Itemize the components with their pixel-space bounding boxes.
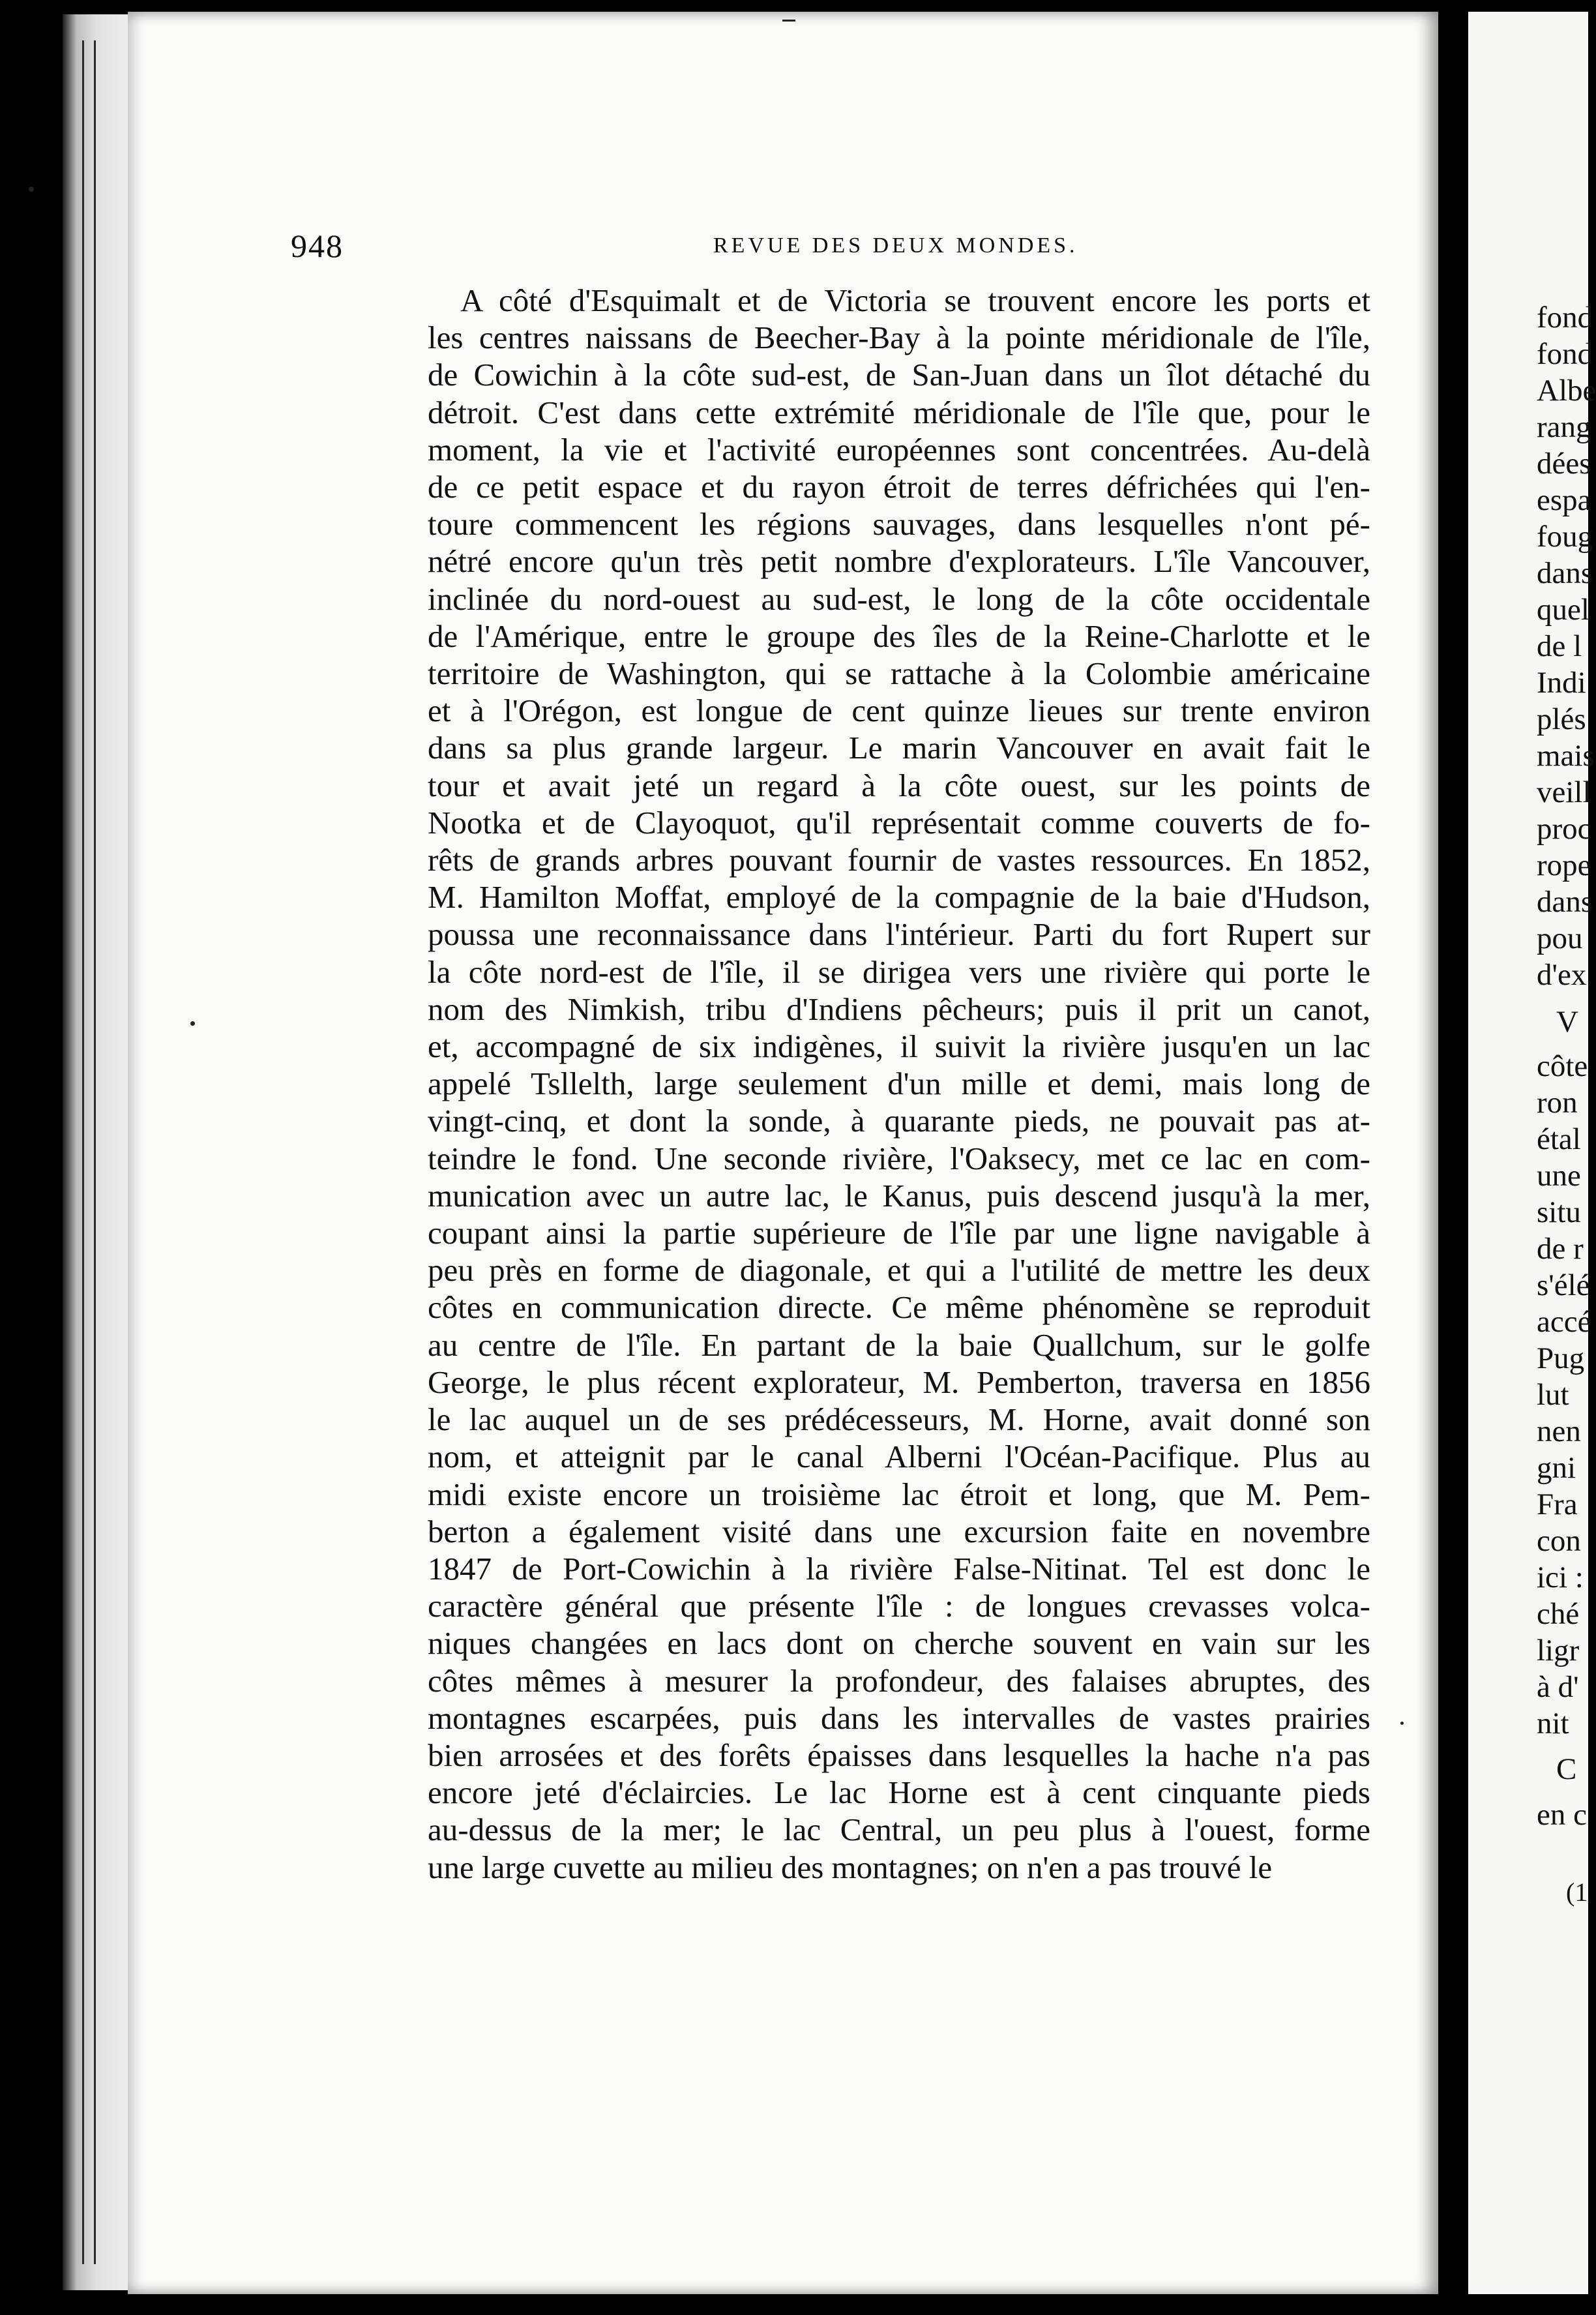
- text-line: de l'Amérique, entre le groupe des îles de la Reine-Charlotte et le: [428, 618, 1370, 654]
- adjacent-page-fragment: C: [1556, 1752, 1577, 1786]
- adjacent-page-fragment: rang: [1537, 410, 1591, 444]
- text-line: M. Hamilton Moffat, employé de la compagnie de la baie d'Hudson,: [428, 879, 1370, 916]
- text-line: les centres naissans de Beecher-Bay à la pointe méridionale de l'île,: [428, 320, 1370, 356]
- adjacent-page-fragment: fond: [1537, 337, 1593, 371]
- text-line: toure commencent les régions sauvages, dans lesquelles n'ont pé-: [428, 506, 1370, 543]
- text-line: la côte nord-est de l'île, il se dirigea vers une rivière qui porte le: [428, 953, 1370, 990]
- text-line: midi existe encore un troisième lac étroit et long, que M. Pem-: [428, 1476, 1370, 1512]
- adjacent-page-fragment: ché: [1537, 1597, 1580, 1631]
- text-line: appelé Tsllelth, large seulement d'un mille et demi, mais long de: [428, 1066, 1370, 1102]
- text-line: rêts de grands arbres pouvant fournir de vastes ressources. En 1852,: [428, 842, 1370, 878]
- text-line: poussa une reconnaissance dans l'intérieur. Parti du fort Rupert sur: [428, 916, 1370, 953]
- adjacent-page-fragment: ligr: [1537, 1634, 1580, 1667]
- page-number: 948: [291, 228, 344, 264]
- text-line: moment, la vie et l'activité européennes sont concentrées. Au-delà: [428, 431, 1370, 468]
- adjacent-page-fragment: une: [1537, 1159, 1581, 1193]
- text-line: le lac auquel un de ses prédécesseurs, M. Horne, avait donné son: [428, 1401, 1370, 1438]
- text-line: et à l'Orégon, est longue de cent quinze lieues sur trente environ: [428, 693, 1370, 729]
- text-line: A côté d'Esquimalt et de Victoria se trouvent encore les ports et: [460, 282, 1370, 318]
- text-line: niques changées en lacs dont on cherche souvent en vain sur les: [428, 1625, 1370, 1662]
- adjacent-page-fragment: de r: [1537, 1232, 1584, 1266]
- text-line: coupant ainsi la partie supérieure de l'île par une ligne navigable à: [428, 1215, 1370, 1251]
- adjacent-page-fragment: (1: [1566, 1877, 1588, 1907]
- text-line: nom des Nimkish, tribu d'Indiens pêcheurs; puis il prit un canot,: [428, 991, 1370, 1027]
- text-line: et, accompagné de six indigènes, il suivit la rivière jusqu'en un lac: [428, 1028, 1370, 1065]
- adjacent-right-page: [1468, 12, 1596, 2294]
- text-line: montagnes escarpées, puis dans les intervalles de vastes prairies: [428, 1699, 1370, 1736]
- adjacent-page-fragment: V: [1556, 1005, 1578, 1039]
- text-line: une large cuvette au milieu des montagnes; on n'en a pas trouvé le: [428, 1849, 1273, 1885]
- adjacent-page-fragment: pou: [1537, 921, 1583, 955]
- book-gutter: [1438, 0, 1468, 2315]
- adjacent-page-fragment: s'élé: [1537, 1268, 1590, 1302]
- adjacent-page-fragment: en c: [1537, 1798, 1587, 1832]
- adjacent-page-fragment: foug: [1537, 520, 1593, 554]
- adjacent-page-fragment: dans: [1537, 885, 1593, 919]
- text-line: teindre le fond. Une seconde rivière, l'Oaksecy, met ce lac en com-: [428, 1140, 1370, 1176]
- adjacent-page-fragment: gni: [1537, 1451, 1576, 1485]
- adjacent-page-fragment: plés: [1537, 702, 1586, 736]
- adjacent-page-fragment: quel: [1537, 593, 1589, 627]
- text-line: encore jeté d'éclaircies. Le lac Horne est à cent cinquante pieds: [428, 1774, 1370, 1811]
- adjacent-page-fragment: nit: [1537, 1707, 1569, 1740]
- text-line: vingt-cinq, et dont la sonde, à quarante pieds, ne pouvait pas at-: [428, 1103, 1370, 1139]
- text-line: nom, et atteignit par le canal Alberni l'Océan-Pacifique. Plus au: [428, 1439, 1370, 1475]
- adjacent-page-fragment: situ: [1537, 1195, 1581, 1229]
- adjacent-page-fragment: dans: [1537, 556, 1593, 590]
- text-line: côtes mêmes à mesurer la profondeur, des falaises abruptes, des: [428, 1662, 1370, 1699]
- adjacent-page-fragment: Fra: [1537, 1487, 1578, 1521]
- text-line: territoire de Washington, qui se rattache à la Colombie américaine: [428, 655, 1370, 692]
- adjacent-page-fragment: Pug: [1537, 1341, 1585, 1375]
- adjacent-page-fragment: d'ex: [1537, 958, 1587, 992]
- text-line: bien arrosées et des forêts épaisses dans lesquelles la hache n'a pas: [428, 1737, 1370, 1773]
- text-line: détroit. C'est dans cette extrémité méridionale de l'île que, pour le: [428, 394, 1370, 430]
- text-line: au centre de l'île. En partant de la baie Quallchum, sur le golfe: [428, 1326, 1370, 1363]
- adjacent-page-fragment: à d': [1537, 1670, 1579, 1704]
- text-line: inclinée du nord-ouest au sud-est, le long de la côte occidentale: [428, 580, 1370, 617]
- text-line: 1847 de Port-Cowichin à la rivière False-Nitinat. Tel est donc le: [428, 1550, 1370, 1587]
- text-line: de Cowichin à la côte sud-est, de San-Juan dans un îlot détaché du: [428, 357, 1370, 393]
- adjacent-page-fragment: mais: [1537, 739, 1595, 773]
- adjacent-page-fragment: veill: [1537, 775, 1591, 809]
- adjacent-page-fragment: accé: [1537, 1305, 1591, 1339]
- text-line: caractère général que présente l'île : de longues crevasses volca-: [428, 1588, 1370, 1624]
- running-title: REVUE DES DEUX MONDES.: [713, 233, 1078, 258]
- text-line: tour et avait jeté un regard à la côte ouest, sur les points de: [428, 767, 1370, 803]
- text-line: peu près en forme de diagonale, et qui a l'utilité de mettre les deux: [428, 1252, 1370, 1289]
- text-line: nétré encore qu'un très petit nombre d'explorateurs. L'île Vancouver,: [428, 543, 1370, 580]
- text-line: de ce petit espace et du rayon étroit de terres défrichées qui l'en-: [428, 469, 1370, 505]
- adjacent-page-fragment: rope: [1537, 848, 1591, 882]
- text-line: dans sa plus grande largeur. Le marin Vancouver en avait fait le: [428, 730, 1370, 766]
- text-line: au-dessus de la mer; le lac Central, un peu plus à l'ouest, forme: [428, 1812, 1370, 1848]
- adjacent-page-fragment: Albe: [1537, 374, 1596, 408]
- adjacent-page-fragment: Indi: [1537, 666, 1586, 700]
- running-header: [291, 227, 1367, 266]
- text-line: Nootka et de Clayoquot, qu'il représentait comme couverts de fo-: [428, 804, 1370, 841]
- adjacent-page-fragment: proc: [1537, 812, 1591, 846]
- adjacent-page-fragment: lut: [1537, 1378, 1569, 1412]
- adjacent-page-fragment: étal: [1537, 1122, 1581, 1156]
- adjacent-page-fragment: nen: [1537, 1414, 1581, 1448]
- text-line: George, le plus récent explorateur, M. Pemberton, traversa en 1856: [428, 1364, 1370, 1400]
- adjacent-page-fragment: dées: [1537, 447, 1591, 481]
- adjacent-page-fragment: ici :: [1537, 1561, 1584, 1594]
- adjacent-page-fragment: con: [1537, 1524, 1581, 1558]
- adjacent-page-fragment: de l: [1537, 629, 1582, 663]
- adjacent-page-fragment: espa: [1537, 483, 1591, 517]
- text-line: côtes en communication directe. Ce même phénomène se reproduit: [428, 1289, 1370, 1326]
- text-line: munication avec un autre lac, le Kanus, puis descend jusqu'à la mer,: [428, 1177, 1370, 1214]
- text-line: berton a également visité dans une excursion faite en novembre: [428, 1513, 1370, 1549]
- body-text: [428, 282, 1370, 1886]
- adjacent-page-fragment: côte: [1537, 1049, 1588, 1083]
- adjacent-page-fragment: ron: [1537, 1086, 1578, 1120]
- adjacent-page-fragment: fond: [1537, 301, 1593, 335]
